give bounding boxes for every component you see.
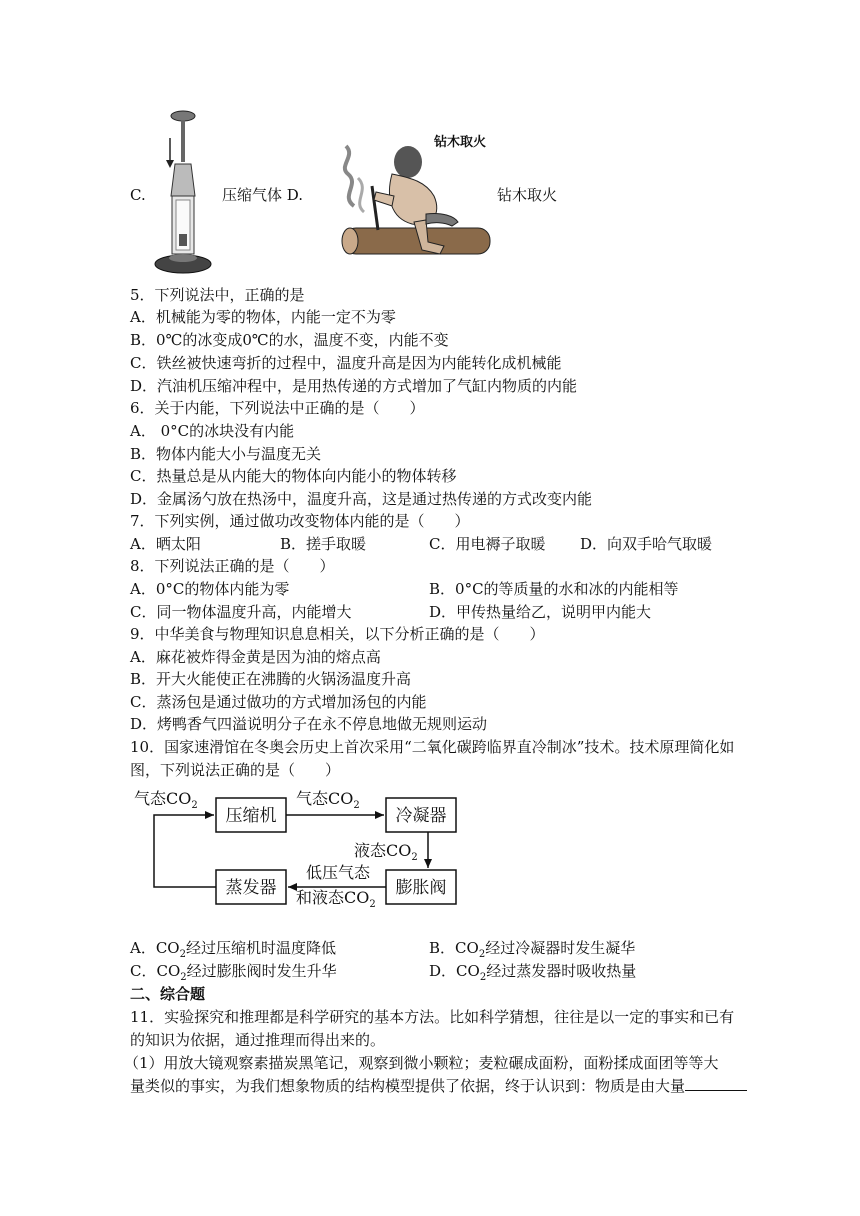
q9-option-b: B．开大火能使正在沸腾的火锅汤温度升高: [130, 670, 412, 688]
gas-compression-apparatus-figure: [150, 108, 212, 276]
q10-option-a: A．$CO_2$经过压缩机时温度降低: [130, 939, 336, 960]
q9-option-d: D．烤鸭香气四溢说明分子在永不停息地做无规则运动: [130, 715, 488, 733]
option-c-letter: C.: [130, 186, 146, 204]
drilling-wood-fire-figure: [330, 126, 500, 276]
q8-option-c: C．同一物体温度升高，内能增大: [130, 603, 352, 621]
q5-option-b: B．0℃的冰变成0℃的水，温度不变，内能不变: [130, 331, 449, 349]
liquid-co2-mix-label: 和液态$CO_2$: [296, 888, 376, 910]
q10-option-c: C．$CO_2$经过膨胀阀时发生升华: [130, 962, 337, 983]
q5-option-d: D．汽油机压缩冲程中，是用热传递的方式增加了气缸内物质的内能: [130, 377, 578, 395]
answer-blank[interactable]: [685, 1075, 747, 1091]
q10-stem-line1: 10．国家速滑馆在冬奥会历史上首次采用“二氧化碳跨临界直冷制冰”技术。技术原理简化如: [130, 738, 735, 756]
co2-refrigeration-cycle-diagram: [130, 782, 470, 920]
evaporator-label: 蒸发器: [225, 878, 277, 898]
low-pressure-gas-label: 低压气态: [306, 863, 371, 882]
section2-title: 二、综合题: [130, 985, 206, 1003]
q9-option-a: A．麻花被炸得金黄是因为油的熔点高: [130, 648, 381, 666]
gas-co2-mid-label: 气态$CO_2$: [296, 789, 360, 811]
q9-option-c: C．蒸汤包是通过做功的方式增加汤包的内能: [130, 693, 427, 711]
q7-option-a: A．晒太阳: [130, 535, 201, 553]
q6-option-c: C．热量总是从内能大的物体向内能小的物体转移: [130, 467, 457, 485]
condenser-label: 冷凝器: [395, 806, 447, 826]
q8-option-d: D．甲传热量给乙，说明甲内能大: [429, 603, 652, 621]
q6-option-d: D．金属汤勺放在热汤中，温度升高，这是通过热传递的方式改变内能: [130, 490, 593, 508]
compressor-label: 压缩机: [225, 806, 277, 826]
q7-option-b: B．搓手取暖: [280, 535, 367, 553]
liquid-co2-label: 液态$CO_2$: [354, 841, 418, 863]
q11-part1-line2: 量类似的事实，为我们想象物质的结构模型提供了依据，终于认识到：物质是由大量: [130, 1075, 747, 1097]
q8-stem: 8．下列说法正确的是（ ）: [130, 557, 335, 575]
q11-line1: 11．实验探究和推理都是科学研究的基本方法。比如科学猜想，往往是以一定的事实和已有: [130, 1008, 735, 1026]
q10-option-d: D．$CO_2$经过蒸发器时吸收热量: [429, 962, 637, 983]
q11-part1-line1: （1）用放大镜观察素描炭黑笔记，观察到微小颗粒；麦粒碾成面粉，面粉揉成面团等等大: [124, 1054, 719, 1072]
q7-stem: 7．下列实例，通过做功改变物体内能的是（ ）: [130, 512, 470, 530]
q5-option-c: C．铁丝被快速弯折的过程中，温度升高是因为内能转化成机械能: [130, 354, 562, 372]
option-d-text: 钻木取火: [497, 186, 558, 204]
q7-option-c: C．用电褥子取暖: [429, 535, 546, 553]
drill-caption: 钻木取火: [434, 135, 487, 150]
q6-option-a: A． 0°C的冰块没有内能: [130, 422, 295, 440]
q5-stem: 5．下列说法中，正确的是: [130, 286, 305, 304]
q10-option-b: B．$CO_2$经过冷凝器时发生凝华: [429, 939, 636, 960]
q6-option-b: B．物体内能大小与温度无关: [130, 445, 322, 463]
q10-stem-line2: 图，下列说法正确的是（ ）: [130, 761, 341, 779]
q6-stem: 6．关于内能，下列说法中正确的是（ ）: [130, 399, 425, 417]
q5-option-a: A．机械能为零的物体，内能一定不为零: [130, 308, 396, 326]
q8-option-b: B．0°C的等质量的水和冰的内能相等: [429, 580, 679, 598]
expansion-valve-label: 膨胀阀: [395, 878, 447, 898]
q7-option-d: D．向双手哈气取暖: [580, 535, 713, 553]
option-c-text: 压缩气体 D.: [222, 186, 304, 204]
gas-co2-in-label: 气态$CO_2$: [134, 789, 198, 811]
q9-stem: 9．中华美食与物理知识息息相关，以下分析正确的是（ ）: [130, 625, 545, 643]
q8-option-a: A．0°C的物体内能为零: [130, 580, 290, 598]
q11-line2: 的知识为依据，通过推理而得出来的。: [130, 1031, 386, 1049]
